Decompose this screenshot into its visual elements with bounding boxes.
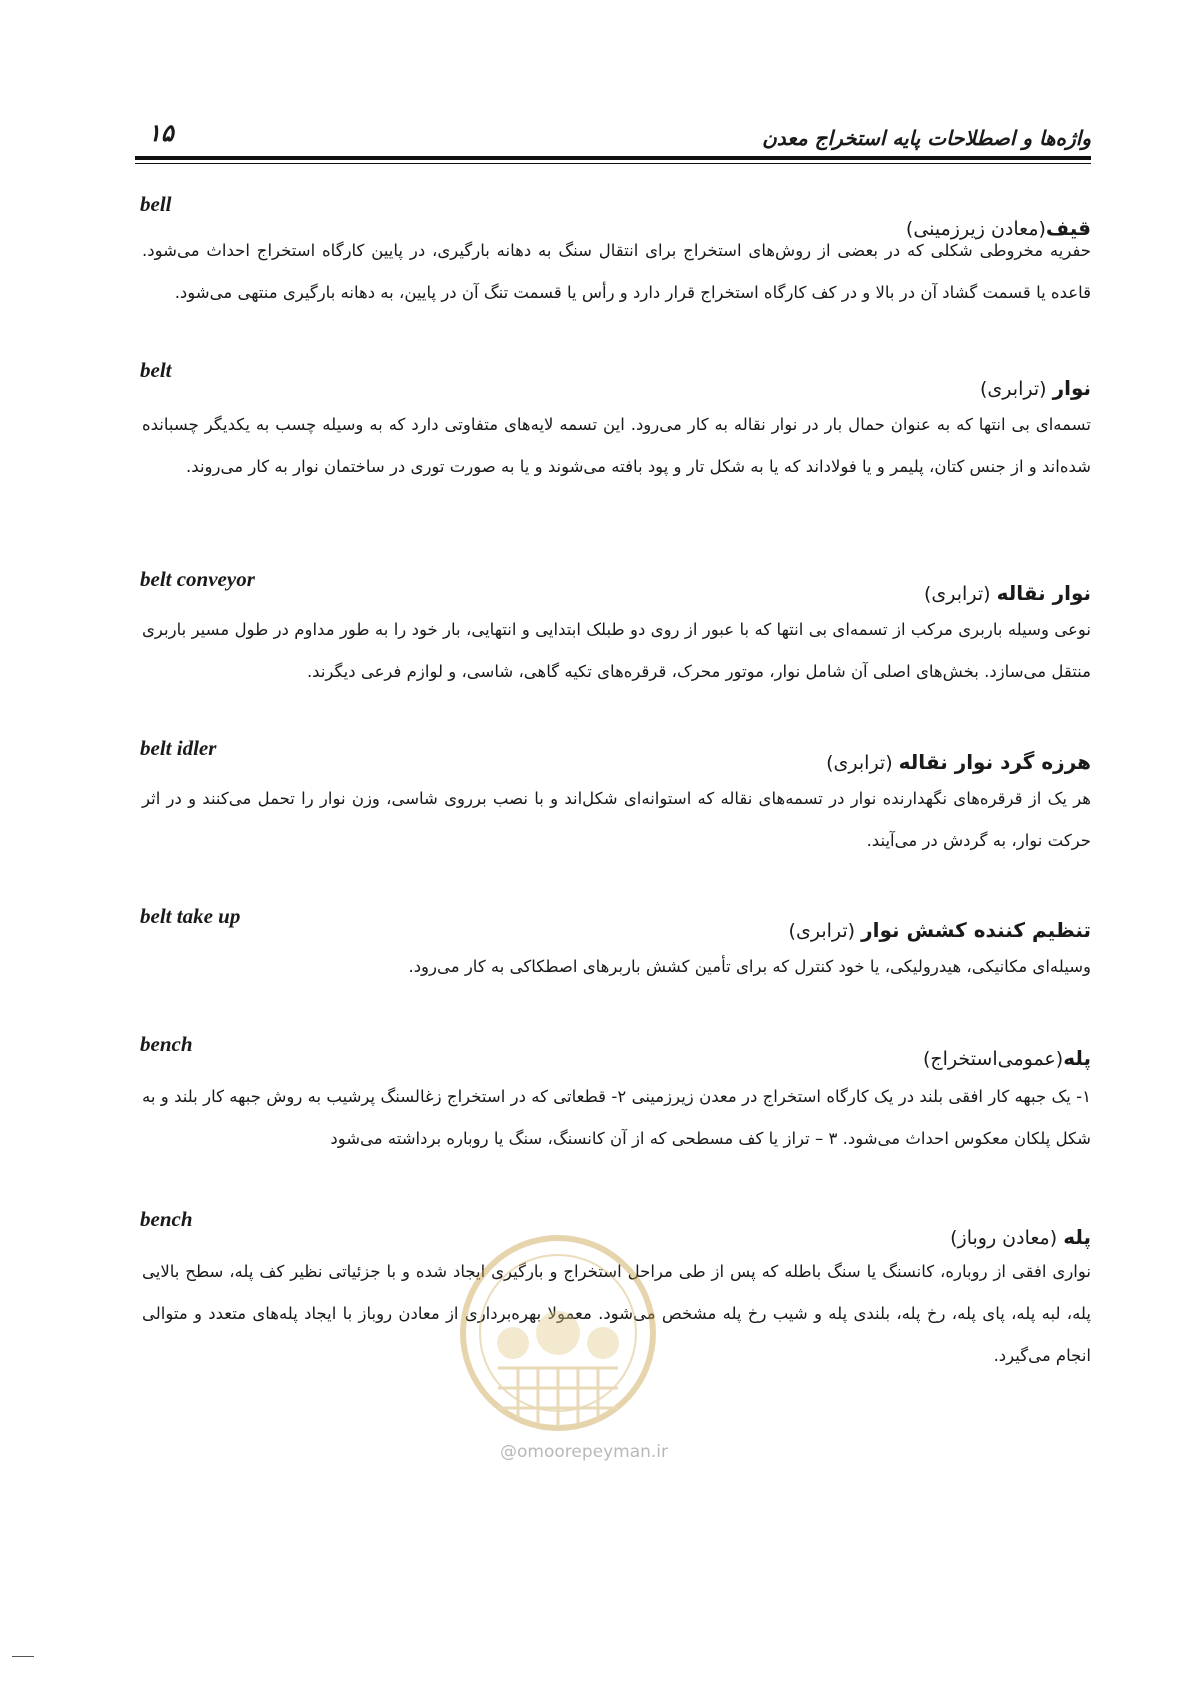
watermark-url: @omoorepeyman.ir (500, 1442, 669, 1462)
term-persian (826, 750, 1091, 774)
term-definition: نوعی وسیله باربری مرکب از تسمه‌ای بی انتها که با عبور از روی دو طبلک ابتدایی و انتهایی، بار خود را به طور مداوم در طول مسیر باربری منتقل می‌سازد. بخش‌های اصلی آن شامل نوار، موتور محرک، قرقره‌های تکیه گاهی، شاسی، و لوازم فرعی دیگرند. (142, 620, 1091, 681)
term-persian-word: تنظیم کننده کشش نوار (861, 918, 1091, 942)
term-persian-context: (ترابری) (826, 752, 899, 774)
term-definition: نواری افقی از روباره، کانسنگ یا سنگ باطله که پس از طی مراحل استخراج و بارگیری ایجاد شده و با جزئیاتی نظیر کف پله، سطح بالایی پله، لبه پله، پای پله، رخ پله، بلندی پله و شیب رخ پله مشخص می‌شود. معمولا بهره‌برداری از معادن روباز با ایجاد پله‌های متعدد و متوالی انجام می‌گیرد. (142, 1262, 1091, 1365)
term-persian-word: پله (1063, 1225, 1091, 1249)
term-definition: ۱- یک جبهه کار افقی بلند در یک کارگاه استخراج در معدن زیرزمینی ۲- قطعاتی که در استخراج زغالسنگ پرشیب به روش جبهه کار بلند و به شکل پلکان معکوس احداث می‌شود. ۳ – تراز یا کف مسطحی که از آن کانسنگ، سنگ یا روباره برداشته می‌شود (142, 1087, 1091, 1148)
margin-dash (12, 1656, 34, 1657)
term-persian (789, 918, 1091, 942)
header-rule-thick (135, 156, 1091, 160)
term-english: belt idler (140, 736, 217, 760)
term-english: bell (140, 192, 172, 216)
term-persian-word: نوار نقاله (996, 581, 1091, 605)
term-english: belt take up (140, 904, 241, 928)
term-persian-context: (معادن روباز) (950, 1227, 1064, 1249)
header-rule-thin (135, 163, 1091, 164)
term-definition: وسیله‌ای مکانیکی، هیدرولیکی، یا خود کنترل که برای تأمین کشش باربرهای اصطکاکی به کار می‌رود. (408, 957, 1091, 976)
term-definition: هر یک از قرقره‌های نگهدارنده نوار در تسمه‌های نقاله که استوانه‌ای شکل‌اند و با نصب برروی شاسی، وزن نوار را تحمل می‌کنند و در اثر حرکت نوار، به گردش در می‌آیند. (142, 789, 1091, 850)
term-persian-word: قیف (1045, 216, 1091, 240)
term-persian (950, 1225, 1091, 1249)
term-persian (924, 581, 1091, 605)
term-persian-context: (ترابری) (980, 378, 1053, 400)
term-english: bench (140, 1207, 193, 1231)
page-number: ۱۵ (148, 118, 174, 147)
term-english: bench (140, 1032, 193, 1056)
term-english: belt conveyor (140, 567, 255, 591)
term-definition: تسمه‌ای بی انتها که به عنوان حمال بار در نوار نقاله به کار می‌رود. این تسمه لایه‌های متفاوتی دارد که به وسیله چسب به یکدیگر چسبانده شده‌اند و از جنس کتان، پلیمر و یا فولاداند که یا به شکل تار و پود بافته می‌شوند و یا به صورت توری در ساختمان نوار به کار می‌روند. (142, 415, 1091, 476)
term-definition: حفریه مخروطی شکلی که در بعضی از روش‌های استخراج برای انتقال سنگ به دهانه بارگیری، در پایین کارگاه استخراج احداث می‌شود. قاعده یا قسمت گشاد آن در بالا و در کف کارگاه استخراج قرار دارد و رأس یا قسمت تنگ آن در پایین، به دهانه بارگیری منتهی می‌شود. (142, 241, 1091, 302)
running-title: واژه‌ها و اصطلاحات پایه استخراج معدن (762, 126, 1091, 150)
term-persian (980, 376, 1091, 400)
term-persian-word: پله (1063, 1046, 1091, 1070)
term-english: belt (140, 358, 172, 382)
term-persian-word: هرزه گرد نوار نقاله (898, 750, 1091, 774)
term-persian-context: (ترابری) (924, 583, 997, 605)
term-persian-context: (معادن زیرزمینی) (905, 218, 1046, 240)
term-persian-context: (ترابری) (788, 920, 862, 942)
term-persian-word: نوار (1052, 376, 1091, 400)
term-persian-context: (عمومی‌استخراج) (922, 1048, 1064, 1070)
term-persian (923, 1046, 1091, 1070)
watermark-seal-icon (458, 1228, 658, 1438)
